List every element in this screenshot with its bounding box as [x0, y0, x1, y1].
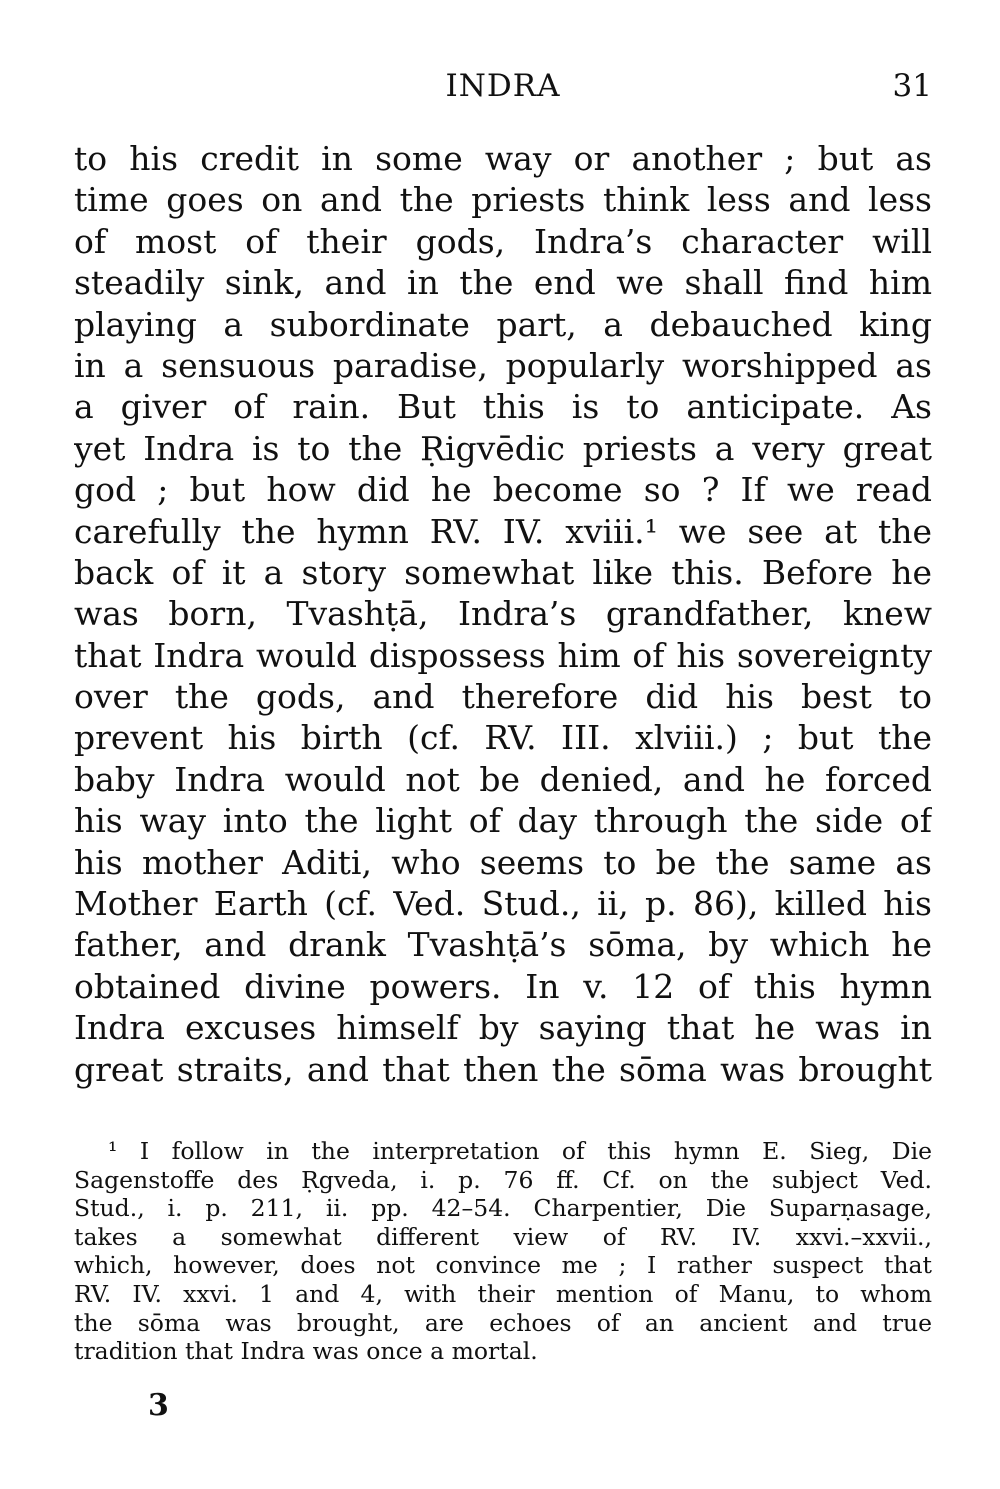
- text-line: father, and drank Tvashṭā’s sōma, by which he: [74, 925, 932, 965]
- footnote: [74, 1137, 932, 1366]
- page-number: 31: [892, 68, 932, 104]
- text-line: steadily sink, and in the end we shall find him: [74, 263, 932, 303]
- text-line: back of it a story somewhat like this. Before he: [74, 552, 932, 592]
- footnote-line: ¹ I follow in the interpretation of this hymn E. Sieg, Die: [108, 1137, 932, 1165]
- text-line: that Indra would dispossess him of his sovereignty: [74, 635, 932, 675]
- text-line: yet Indra is to the Ṛigvēdic priests a very great: [74, 428, 932, 468]
- text-line: a giver of rain. But this is to anticipate. As: [74, 387, 932, 427]
- text-line: great straits, and that then the sōma was brought: [74, 1049, 932, 1089]
- footnote-line: Stud., i. p. 211, ii. pp. 42–54. Charpentier, Die Suparṇasage,: [74, 1194, 932, 1223]
- text-line: was born, Tvashṭā, Indra’s grandfather, knew: [74, 594, 932, 634]
- signature-mark: 3: [148, 1388, 169, 1423]
- text-line: to his credit in some way or another ; but as: [74, 139, 932, 178]
- text-line: of most of their gods, Indra’s character will: [74, 221, 932, 261]
- body-text: [74, 138, 932, 1090]
- running-title: INDRA: [445, 68, 561, 104]
- text-line: his mother Aditi, who seems to be the same as: [74, 842, 932, 882]
- text-line: baby Indra would not be denied, and he forced: [74, 759, 932, 799]
- footnote-line: Sagenstoffe des Ṛgveda, i. p. 76 ff. Cf. on the subject Ved.: [74, 1165, 932, 1194]
- text-line: prevent his birth (cf. RV. III. xlviii.) ; but the: [74, 718, 932, 758]
- footnote-line: takes a somewhat different view of RV. IV. xxvi.–xxvii.,: [74, 1222, 932, 1251]
- footnote-line: tradition that Indra was once a mortal.: [74, 1337, 538, 1366]
- text-line: in a sensuous paradise, popularly worshipped as: [74, 345, 932, 385]
- text-line: god ; but how did he become so ? If we read: [74, 470, 932, 510]
- text-line: playing a subordinate part, a debauched king: [74, 304, 932, 344]
- page-header: [74, 66, 932, 106]
- text-line: over the gods, and therefore did his best to: [74, 677, 932, 717]
- text-line: Indra excuses himself by saying that he was in: [74, 1008, 932, 1048]
- text-line: Mother Earth (cf. Ved. Stud., ii, p. 86), killed his: [74, 884, 932, 924]
- text-line: obtained divine powers. In v. 12 of this hymn: [74, 966, 932, 1006]
- footnote-line: which, however, does not convince me ; I rather suspect that: [74, 1251, 932, 1280]
- text-line: his way into the light of day through the side of: [74, 801, 932, 841]
- text-line: carefully the hymn RV. IV. xviii.¹ we see at the: [74, 511, 932, 551]
- footnote-line: RV. IV. xxvi. 1 and 4, with their mention of Manu, to whom: [74, 1279, 932, 1308]
- footnote-line: the sōma was brought, are echoes of an ancient and true: [74, 1308, 932, 1337]
- text-line: time goes on and the priests think less and less: [74, 180, 932, 220]
